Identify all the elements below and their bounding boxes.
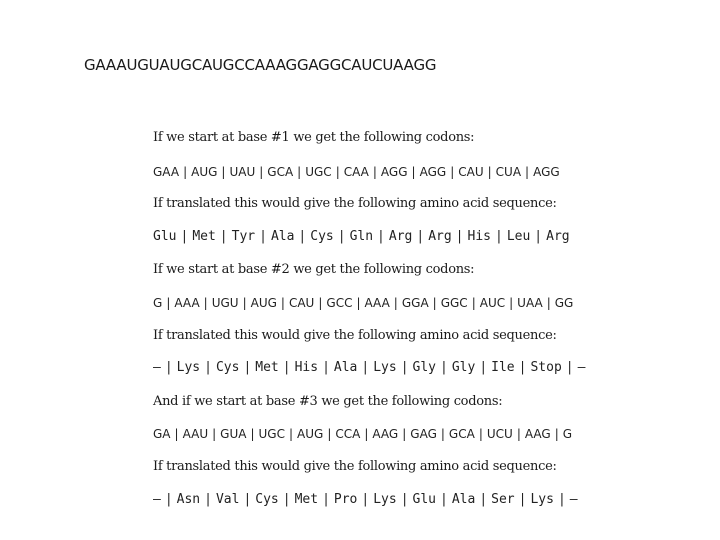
separator: |: [282, 360, 291, 375]
frame3-intro: And if we start at base #3 we get the following codons:: [153, 394, 503, 409]
separator: |: [479, 360, 488, 375]
separator: |: [525, 165, 530, 179]
amino-acid: Stop: [530, 360, 562, 375]
amino-acid: Ala: [333, 360, 358, 375]
separator: |: [356, 296, 361, 310]
separator: |: [393, 296, 398, 310]
separator: |: [400, 492, 409, 507]
separator: |: [361, 360, 370, 375]
amino-acid: Glu: [412, 492, 437, 507]
amino-acid: His: [294, 360, 319, 375]
codon: UGU: [211, 296, 239, 310]
codon: GCC: [326, 296, 353, 310]
amino-acid: Pro: [333, 492, 358, 507]
separator: |: [204, 492, 212, 507]
codon: CCA: [335, 427, 361, 441]
amino-acid: Tyr: [231, 229, 256, 244]
codon: GAA: [153, 165, 180, 179]
separator: |: [327, 427, 332, 441]
codon: AUC: [479, 296, 506, 310]
codon: GA: [153, 427, 171, 441]
amino-acid: Cys: [310, 229, 334, 244]
codon: GGC: [440, 296, 468, 310]
separator: |: [416, 229, 425, 244]
separator: |: [432, 296, 437, 310]
separator: |: [440, 492, 448, 507]
codon: GCA: [267, 165, 294, 179]
amino-acid: His: [467, 229, 491, 244]
separator: |: [440, 427, 445, 441]
frame2-codons: [153, 293, 573, 313]
separator: |: [337, 229, 346, 244]
codon: AAU: [182, 427, 209, 441]
amino-acid: Met: [192, 229, 216, 244]
codon: AUG: [297, 427, 324, 441]
separator: |: [534, 229, 543, 244]
separator: |: [221, 165, 226, 179]
codon: GGA: [401, 296, 429, 310]
frame1-codons: [153, 162, 560, 182]
separator: |: [518, 492, 527, 507]
separator: |: [243, 360, 252, 375]
codon: AGG: [419, 165, 447, 179]
separator: |: [180, 229, 189, 244]
amino-acid: Lys: [373, 492, 397, 507]
separator: |: [282, 492, 291, 507]
codon: UGC: [305, 165, 332, 179]
separator: |: [565, 360, 574, 375]
amino-acid: Ile: [491, 360, 515, 375]
separator: |: [455, 229, 464, 244]
separator: |: [243, 492, 252, 507]
separator: |: [440, 360, 448, 375]
frame1-intro: If we start at base #1 we get the following codons:: [153, 130, 475, 145]
separator: |: [487, 165, 492, 179]
separator: |: [322, 492, 330, 507]
separator: |: [212, 427, 217, 441]
separator: |: [164, 492, 173, 507]
amino-acid: Gln: [349, 229, 374, 244]
separator: |: [174, 427, 179, 441]
amino-acid: Gly: [451, 360, 476, 375]
codon: AAA: [174, 296, 200, 310]
amino-acid: Ala: [451, 492, 476, 507]
separator: |: [164, 360, 173, 375]
amino-acid: Arg: [428, 229, 452, 244]
codon: AUG: [250, 296, 277, 310]
separator: |: [259, 229, 267, 244]
amino-acid: —: [153, 492, 161, 507]
separator: |: [554, 427, 559, 441]
amino-acid: —: [153, 360, 161, 375]
separator: |: [372, 165, 377, 179]
codon: G: [153, 296, 163, 310]
separator: |: [204, 360, 212, 375]
codon: CAU: [458, 165, 484, 179]
separator: |: [411, 165, 416, 179]
amino-acid: Arg: [546, 229, 570, 244]
amino-acid: Met: [294, 492, 319, 507]
frame3-amino-acids: [153, 490, 578, 510]
separator: |: [203, 296, 208, 310]
separator: |: [518, 360, 527, 375]
codon: AAG: [372, 427, 399, 441]
amino-acid: Cys: [215, 360, 240, 375]
separator: |: [259, 165, 264, 179]
amino-acid: Cys: [255, 492, 279, 507]
codon: GCA: [448, 427, 475, 441]
frame1-translation-intro: If translated this would give the following amino acid sequence:: [153, 196, 557, 211]
amino-acid: Asn: [176, 492, 201, 507]
amino-acid: Glu: [153, 229, 177, 244]
amino-acid: Gly: [412, 360, 437, 375]
amino-acid: Arg: [388, 229, 413, 244]
codon: UAU: [229, 165, 256, 179]
separator: |: [516, 427, 521, 441]
separator: |: [280, 296, 285, 310]
codon: GAG: [410, 427, 437, 441]
codon: GG: [554, 296, 574, 310]
separator: |: [183, 165, 188, 179]
amino-acid: Lys: [530, 492, 554, 507]
frame3-codons: [153, 424, 572, 444]
separator: |: [494, 229, 503, 244]
amino-acid: Ser: [491, 492, 515, 507]
separator: |: [479, 492, 488, 507]
separator: |: [557, 492, 566, 507]
amino-acid: Ala: [270, 229, 295, 244]
frame2-intro: If we start at base #2 we get the following codons:: [153, 262, 475, 277]
frame3-translation-intro: If translated this would give the following amino acid sequence:: [153, 459, 557, 474]
separator: |: [166, 296, 171, 310]
separator: |: [361, 492, 370, 507]
separator: |: [297, 165, 302, 179]
separator: |: [450, 165, 455, 179]
separator: |: [288, 427, 294, 441]
amino-acid: Lys: [373, 360, 397, 375]
codon: UCU: [486, 427, 513, 441]
amino-acid: Leu: [506, 229, 531, 244]
separator: |: [400, 360, 409, 375]
separator: |: [322, 360, 330, 375]
amino-acid: Val: [215, 492, 240, 507]
separator: |: [471, 296, 476, 310]
codon: AGG: [533, 165, 560, 179]
codon: AAA: [364, 296, 390, 310]
amino-acid: Lys: [176, 360, 201, 375]
codon: CAU: [288, 296, 315, 310]
amino-acid: —: [569, 492, 578, 507]
frame1-amino-acids: [153, 227, 570, 247]
separator: |: [250, 427, 255, 441]
separator: |: [364, 427, 369, 441]
codon: GUA: [220, 427, 247, 441]
frame2-amino-acids: [153, 358, 585, 378]
codon: CAA: [343, 165, 369, 179]
rna-sequence: GAAAUGUAUGCAUGCCAAAGGAGGCAUCUAAGG: [84, 56, 437, 74]
separator: |: [377, 229, 385, 244]
separator: |: [402, 427, 407, 441]
codon: AUG: [191, 165, 218, 179]
amino-acid: —: [577, 360, 586, 375]
codon: UGC: [258, 427, 285, 441]
codon: UAA: [517, 296, 543, 310]
frame2-translation-intro: If translated this would give the following amino acid sequence:: [153, 328, 557, 343]
codon: AAG: [524, 427, 551, 441]
separator: |: [298, 229, 307, 244]
separator: |: [219, 229, 228, 244]
codon: G: [562, 427, 573, 441]
amino-acid: Met: [255, 360, 279, 375]
codon: CUA: [495, 165, 522, 179]
separator: |: [546, 296, 551, 310]
separator: |: [509, 296, 514, 310]
separator: |: [478, 427, 483, 441]
codon: AGG: [380, 165, 408, 179]
separator: |: [335, 165, 340, 179]
separator: |: [242, 296, 247, 310]
separator: |: [318, 296, 323, 310]
